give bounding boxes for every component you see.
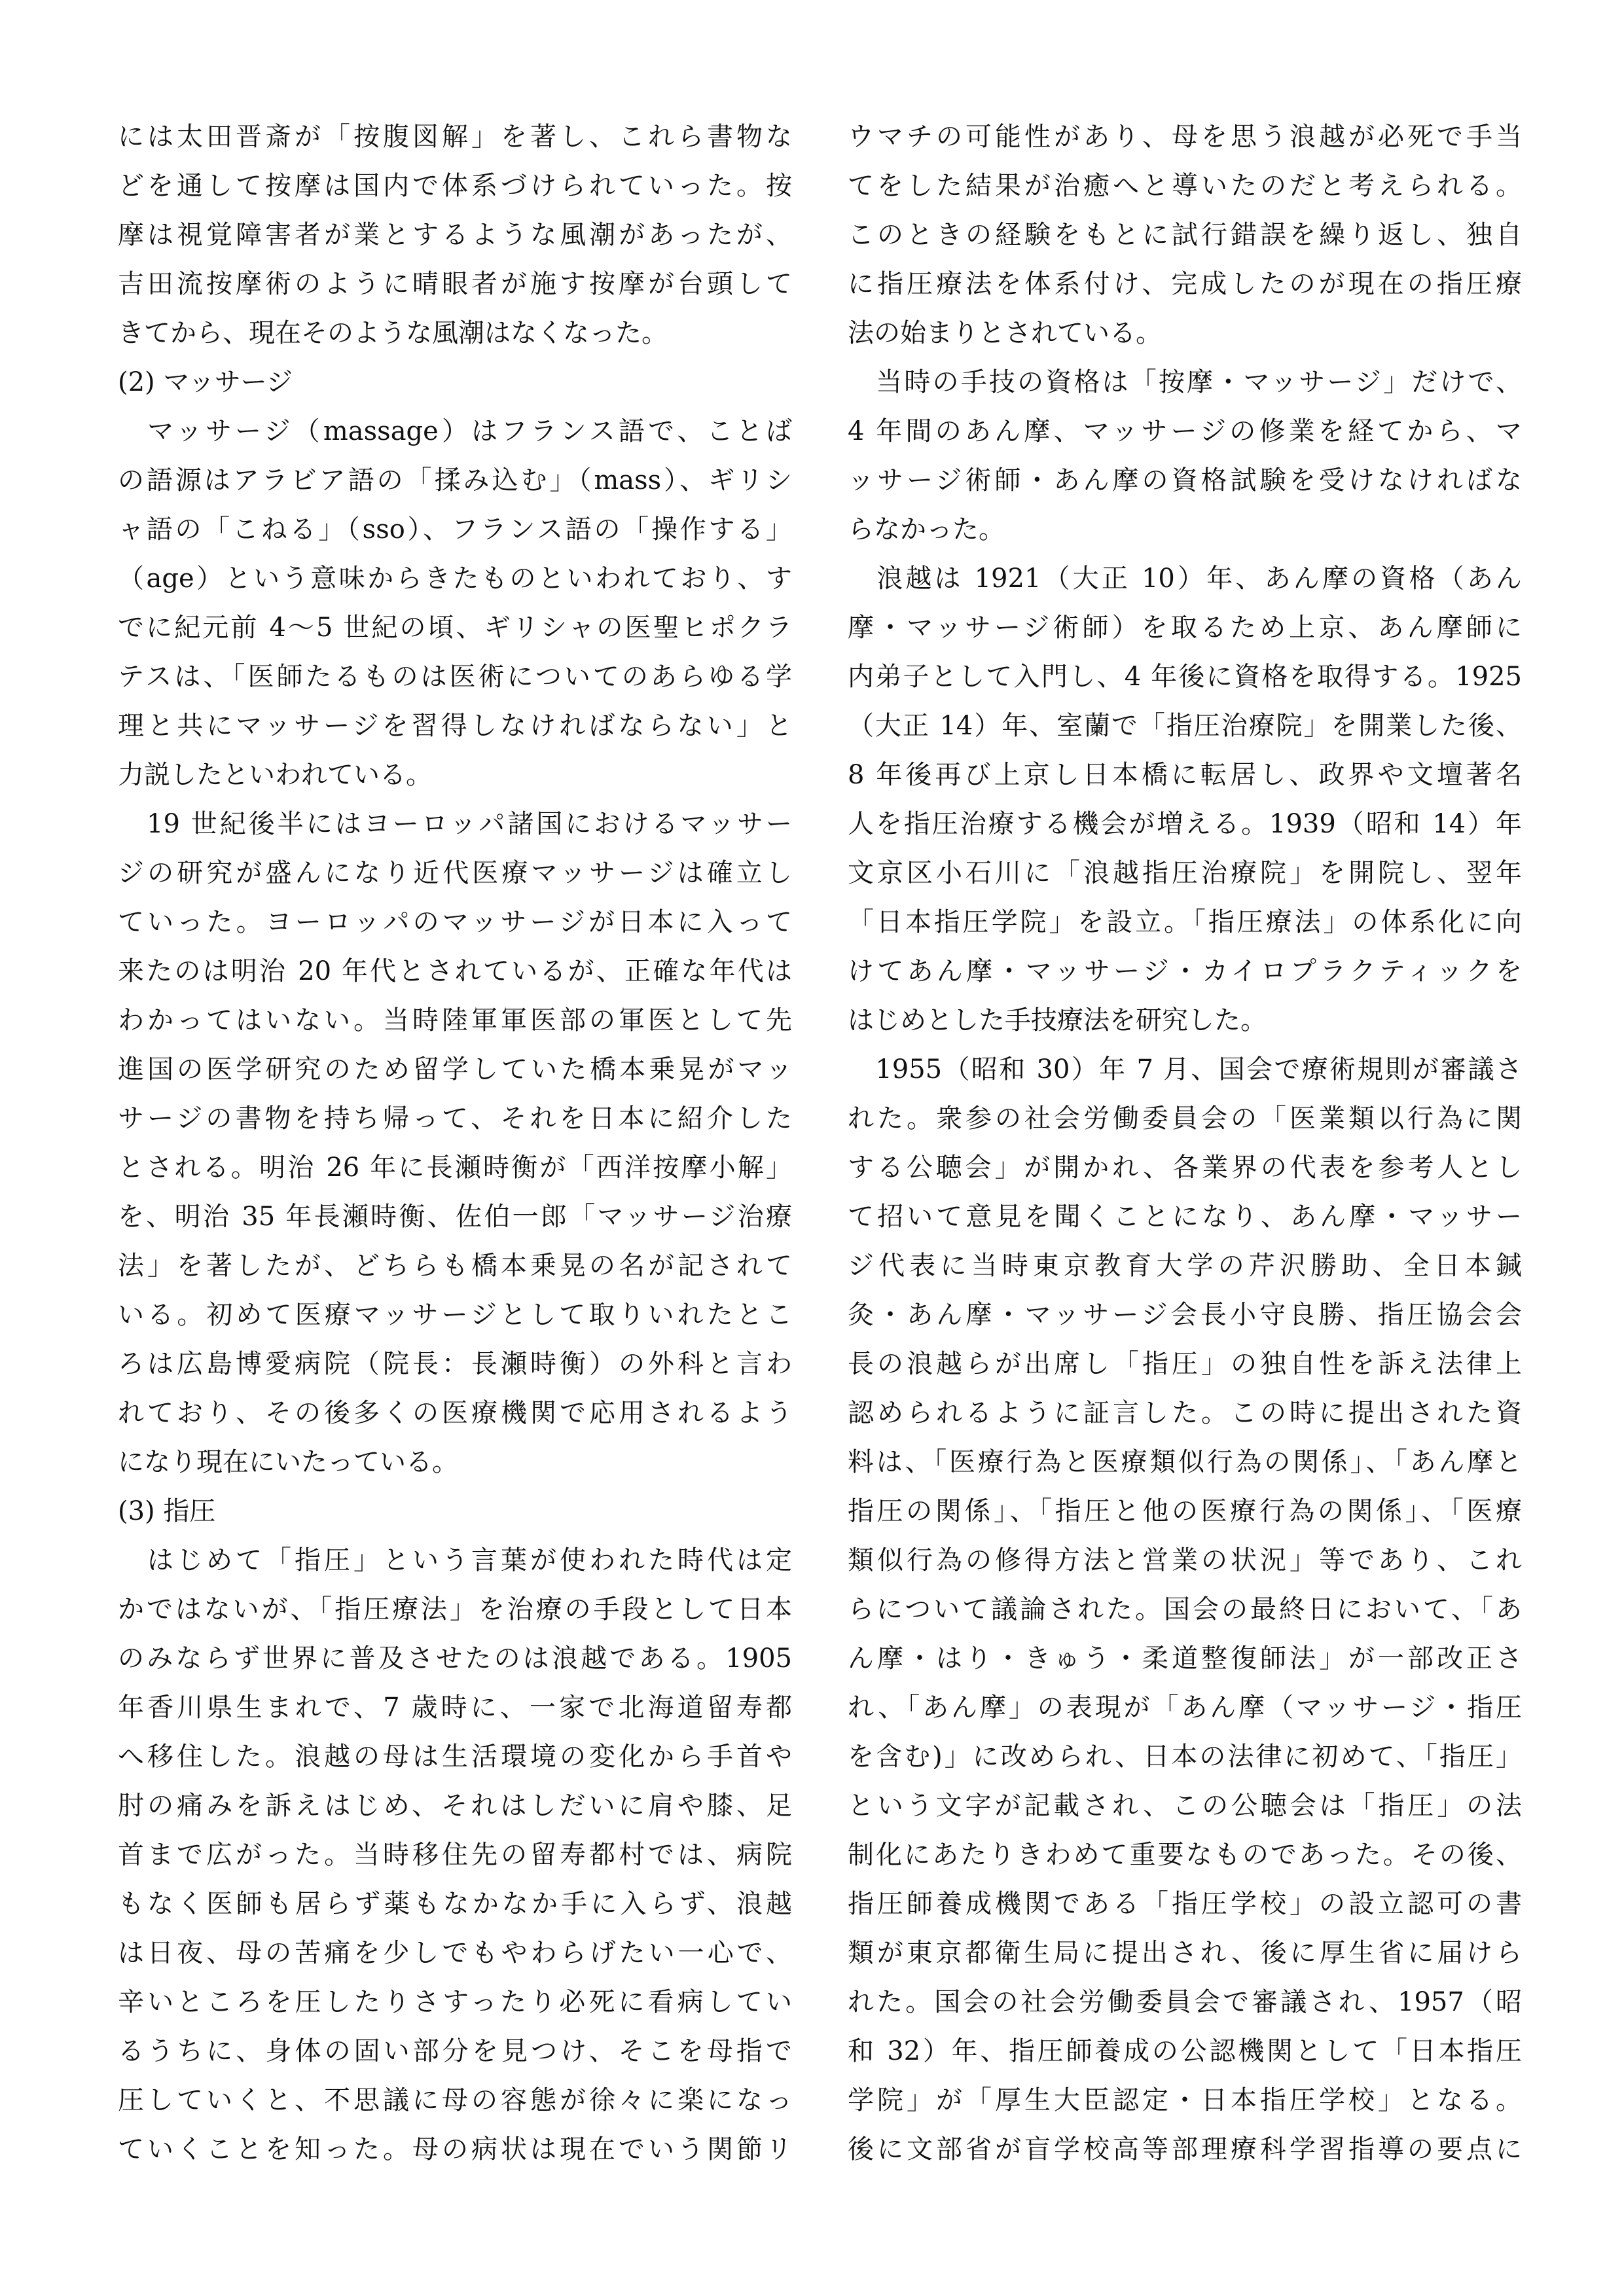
text-line: (2) マッサージ [118,367,293,397]
text-line: 進国の医学研究のため留学していた橋本乗晃がマッ [118,1054,792,1085]
text-line: 当時の手技の資格は「按摩・マッサージ」だけで、 [848,367,1522,397]
left-text-column [118,113,792,2174]
text-line: はじめとした手技療法を研究した。 [848,1005,1267,1035]
text-line: 浪越は 1921（大正 10）年、あん摩の資格（あん [848,564,1522,594]
text-line: 内弟子として入門し、4 年後に資格を取得する。1925 [848,662,1522,692]
text-line: の語源はアラビア語の「揉み込む」（mass）、ギリシ [118,465,792,495]
text-line: 19 世紀後半にはヨーロッパ諸国におけるマッサー [118,809,792,839]
text-line: に指圧療法を体系付け、完成したのが現在の指圧療 [848,269,1522,299]
text-line: るうちに、身体の固い部分を見つけ、そこを母指で [118,2036,792,2066]
text-line: 8 年後再び上京し日本橋に転居し、政界や文壇著名 [848,760,1522,790]
text-line: はじめて「指圧」という言葉が使われた時代は定 [118,1545,792,1575]
text-line: ていくことを知った。母の病状は現在でいう関節リ [118,2134,792,2164]
text-line: 制化にあたりきわめて重要なものであった。その後、 [848,1840,1522,1870]
text-line: 吉田流按摩術のように晴眼者が施す按摩が台頭して [118,269,792,299]
text-line: でに紀元前 4〜5 世紀の頃、ギリシャの医聖ヒポクラ [118,613,792,643]
text-line: 辛いところを圧したりさすったり必死に看病してい [118,1987,792,2017]
text-line: れた。国会の社会労働委員会で審議され、1957（昭 [848,1987,1522,2017]
text-line: 認められるように証言した。この時に提出された資 [848,1398,1522,1428]
text-line: らなかった。 [848,514,1005,545]
text-line: 1955（昭和 30）年 7 月、国会で療術規則が審議さ [848,1054,1522,1085]
text-line: 指圧の関係」、「指圧と他の医療行為の関係」、「医療 [848,1496,1522,1526]
text-line: 首まで広がった。当時移住先の留寿都村では、病院 [118,1840,792,1870]
text-line: 力説したといわれている。 [118,760,432,790]
text-line: 学院」が「厚生大臣認定・日本指圧学校」となる。 [848,2085,1522,2115]
text-line: かではないが、「指圧療法」を治療の手段として日本 [118,1594,792,1624]
text-line: れており、その後多くの医療機関で応用されるよう [118,1398,792,1428]
text-line: れ、「あん摩」の表現が「あん摩（マッサージ・指圧 [848,1693,1522,1723]
text-line: 長の浪越らが出席し「指圧」の独自性を訴え法律上 [848,1349,1522,1379]
text-line: という文字が記載され、この公聴会は「指圧」の法 [848,1791,1522,1821]
text-line: 法の始まりとされている。 [848,318,1162,348]
text-line: わかってはいない。当時陸軍軍医部の軍医として先 [118,1005,792,1035]
text-line: 灸・あん摩・マッサージ会長小守良勝、指圧協会会 [848,1300,1522,1330]
text-line: らについて議論された。国会の最終日において、「あ [848,1594,1522,1624]
text-line: 類が東京都衛生局に提出され、後に厚生省に届けら [848,1938,1522,1968]
text-line: へ移住した。浪越の母は生活環境の変化から手首や [118,1742,792,1772]
text-line: もなく医師も居らず薬もなかなか手に入らず、浪越 [118,1889,792,1919]
text-line: けてあん摩・マッサージ・カイロプラクティックを [848,956,1522,986]
text-line: 来たのは明治 20 年代とされているが、正確な年代は [118,956,792,986]
text-line: 和 32）年、指圧師養成の公認機関として「日本指圧 [848,2036,1522,2066]
text-line: 法」を著したが、どちらも橋本乗晃の名が記されて [118,1251,792,1281]
text-line: 後に文部省が盲学校高等部理療科学習指導の要点に [848,2134,1522,2164]
text-line: どを通して按摩は国内で体系づけられていった。按 [118,171,792,201]
text-line: て招いて意見を聞くことになり、あん摩・マッサー [848,1202,1522,1232]
text-line: （age）という意味からきたものといわれており、す [118,564,792,594]
text-line: 「日本指圧学院」を設立。「指圧療法」の体系化に向 [848,907,1522,937]
text-line: は日夜、母の苦痛を少しでもやわらげたい一心で、 [118,1938,792,1968]
text-line: いる。初めて医療マッサージとして取りいれたとこ [118,1300,792,1330]
text-line: きてから、現在そのような風潮はなくなった。 [118,318,668,348]
text-line: 理と共にマッサージを習得しなければならない」と [118,711,792,741]
text-line: を含む)」に改められ、日本の法律に初めて、「指圧」 [848,1742,1522,1772]
text-line: 年香川県生まれで、7 歳時に、一家で北海道留寿都 [118,1693,792,1723]
text-line: 摩は視覚障害者が業とするような風潮があったが、 [118,220,792,250]
text-line: 圧していくと、不思議に母の容態が徐々に楽になっ [118,2085,792,2115]
text-line: ッサージ術師・あん摩の資格試験を受けなければな [848,465,1522,495]
text-line: ん摩・はり・きゅう・柔道整復師法」が一部改正さ [848,1643,1522,1674]
text-line: になり現在にいたっている。 [118,1447,458,1477]
text-line: ていった。ヨーロッパのマッサージが日本に入って [118,907,792,937]
text-line: 料は、「医療行為と医療類似行為の関係」、「あん摩と [848,1447,1522,1477]
right-text-column [848,113,1522,2174]
text-line: ろは広島博愛病院（院長：長瀬時衡）の外科と言わ [118,1349,792,1379]
text-line: てをした結果が治癒へと導いたのだと考えられる。 [848,171,1522,201]
text-line: ジ代表に当時東京教育大学の芹沢勝助、全日本鍼 [848,1251,1522,1281]
text-line: サージの書物を持ち帰って、それを日本に紹介した [118,1103,792,1134]
text-line: （大正 14）年、室蘭で「指圧治療院」を開業した後、 [848,711,1522,741]
text-line: を、明治 35 年長瀬時衡、佐伯一郎「マッサージ治療 [118,1202,792,1232]
text-line: 摩・マッサージ術師）を取るため上京、あん摩師に [848,613,1522,643]
text-line: マッサージ（massage）はフランス語で、ことば [118,416,792,446]
text-line: する公聴会」が開かれ、各業界の代表を参考人とし [848,1153,1522,1183]
text-line: このときの経験をもとに試行錯誤を繰り返し、独自 [848,220,1522,250]
text-line: とされる。明治 26 年に長瀬時衡が「西洋按摩小解」 [118,1153,792,1183]
text-line: れた。衆参の社会労働委員会の「医業類以行為に関 [848,1103,1522,1134]
text-line: テスは、「医師たるものは医術についてのあらゆる学 [118,662,792,692]
text-line: には太田晋斎が「按腹図解」を著し、これら書物な [118,122,792,152]
text-line: 4 年間のあん摩、マッサージの修業を経てから、マ [848,416,1522,446]
text-line: 肘の痛みを訴えはじめ、それはしだいに肩や膝、足 [118,1791,792,1821]
text-line: 類似行為の修得方法と営業の状況」等であり、これ [848,1545,1522,1575]
text-line: 人を指圧治療する機会が増える。1939（昭和 14）年 [848,809,1522,839]
text-line: 文京区小石川に「浪越指圧治療院」を開院し、翌年 [848,858,1522,888]
text-line: ャ語の「こねる」（sso）、フランス語の「操作する」 [118,514,792,545]
text-line: 指圧師養成機関である「指圧学校」の設立認可の書 [848,1889,1522,1919]
text-line: (3) 指圧 [118,1496,216,1526]
text-line: のみならず世界に普及させたのは浪越である。1905 [118,1643,792,1674]
text-line: ウマチの可能性があり、母を思う浪越が必死で手当 [848,122,1522,152]
text-line: ジの研究が盛んになり近代医療マッサージは確立し [118,858,792,888]
